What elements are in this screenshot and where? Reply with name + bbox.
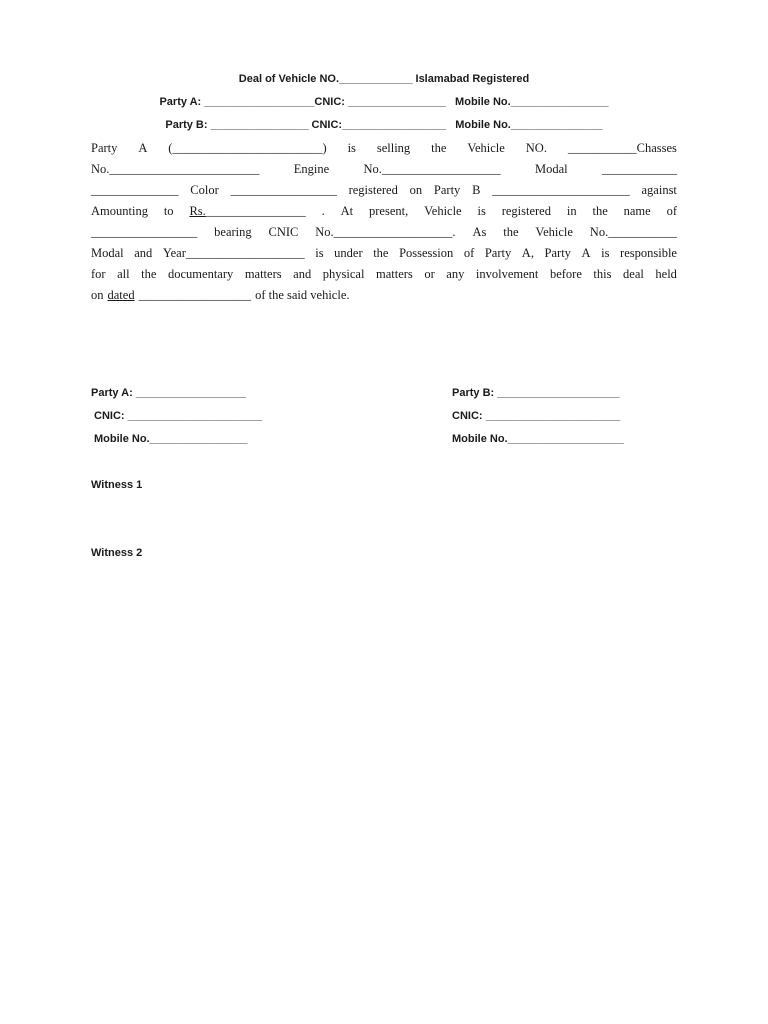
rs-label: Rs. xyxy=(189,204,206,218)
signature-mobile-a: Mobile No.________________ xyxy=(94,433,248,445)
paragraph-line-1: Party A (________________________) is selling the Vehicle NO. ___________Chasses xyxy=(91,141,677,155)
signature-party-b: Party B: ____________________ xyxy=(452,387,620,399)
paragraph-line-8: on dated __________________ of the said vehicle. xyxy=(91,285,677,306)
paragraph-line-6: Modal and Year___________________ is under the Possession of Party A, Party A is responsible xyxy=(91,246,677,260)
paragraph-line-4: Amounting to Rs.________________ . At present, Vehicle is registered in the name of xyxy=(91,204,677,218)
witness-2-label: Witness 2 xyxy=(91,547,143,559)
agreement-paragraph xyxy=(91,138,677,306)
paragraph-line-3: ______________ Color _________________ registered on Party B ______________________ against xyxy=(91,183,677,197)
party-b-header-line: Party B: ________________ CNIC:_________________ Mobile No._______________ xyxy=(165,119,603,131)
signature-cnic-b: CNIC: ______________________ xyxy=(452,410,621,422)
dated-label: dated xyxy=(107,288,135,302)
signature-cnic-a: CNIC: ______________________ xyxy=(94,410,263,422)
party-a-header-line: Party A: __________________CNIC: ________________ Mobile No.________________ xyxy=(159,96,609,108)
signature-party-a: Party A: __________________ xyxy=(91,387,246,399)
signature-mobile-b: Mobile No.___________________ xyxy=(452,433,624,445)
document-title: Deal of Vehicle NO.____________ Islamabad Registered xyxy=(238,73,530,85)
paragraph-line-2: No.________________________ Engine No.___________________ Modal ____________ xyxy=(91,162,677,176)
witness-1-label: Witness 1 xyxy=(91,479,143,491)
paragraph-line-7: for all the documentary matters and physical matters or any involvement before this deal held xyxy=(91,267,677,281)
paragraph-line-5: _________________ bearing CNIC No.___________________. As the Vehicle No.___________ xyxy=(91,225,677,239)
